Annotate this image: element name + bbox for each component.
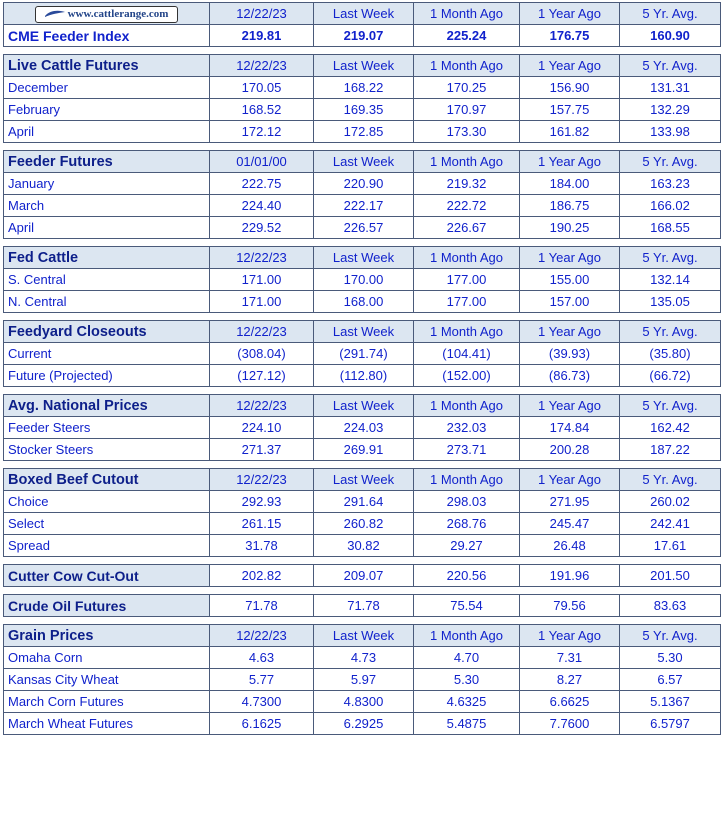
- section-feedyard-closeouts-header: [4, 321, 721, 343]
- row-value-grain-prices-3-2: 5.4875: [414, 713, 520, 735]
- row-value-fed-cattle-1-3: 157.00: [520, 291, 620, 313]
- section-fed-cattle-colhead-2: 1 Month Ago: [414, 247, 520, 269]
- row-value-grain-prices-0-2: 4.70: [414, 647, 520, 669]
- row-value-live-cattle-futures-2-2: 173.30: [414, 121, 520, 143]
- table-row: [4, 691, 721, 713]
- section-cutter-cow-cut-out-value-0: 202.82: [210, 565, 314, 587]
- section-feedyard-closeouts-colhead-2: 1 Month Ago: [414, 321, 520, 343]
- table-row: [4, 669, 721, 691]
- section-cutter-cow-cut-out-value-4: 201.50: [620, 565, 721, 587]
- row-value-feedyard-closeouts-1-0: (127.12): [210, 365, 314, 387]
- section-crude-oil-futures-value-2: 75.54: [414, 595, 520, 617]
- row-value-avg-national-prices-0-1: 224.03: [314, 417, 414, 439]
- table-row: [4, 99, 721, 121]
- section-grain-prices-colhead-2: 1 Month Ago: [414, 625, 520, 647]
- row-value-grain-prices-1-2: 5.30: [414, 669, 520, 691]
- row-value-boxed-beef-cutout-0-0: 292.93: [210, 491, 314, 513]
- row-value-feeder-futures-2-1: 226.57: [314, 217, 414, 239]
- section-avg-national-prices-colhead-3: 1 Year Ago: [520, 395, 620, 417]
- section-live-cattle-futures-colhead-0: 12/22/23: [210, 55, 314, 77]
- row-value-boxed-beef-cutout-1-1: 260.82: [314, 513, 414, 535]
- row-value-feeder-futures-1-1: 222.17: [314, 195, 414, 217]
- row-value-grain-prices-2-0: 4.7300: [210, 691, 314, 713]
- section-spacer: [4, 617, 721, 625]
- section-crude-oil-futures-title: Crude Oil Futures: [4, 595, 210, 617]
- spacer-cell: [4, 557, 721, 565]
- row-value-fed-cattle-1-4: 135.05: [620, 291, 721, 313]
- row-value-fed-cattle-1-2: 177.00: [414, 291, 520, 313]
- table-row: [4, 513, 721, 535]
- table-row: [4, 77, 721, 99]
- row-value-cme-feeder-index-0-0: 219.81: [210, 25, 314, 47]
- row-value-boxed-beef-cutout-2-0: 31.78: [210, 535, 314, 557]
- row-value-boxed-beef-cutout-1-3: 245.47: [520, 513, 620, 535]
- section-feeder-futures-colhead-1: Last Week: [314, 151, 414, 173]
- spacer-cell: [4, 313, 721, 321]
- row-value-cme-feeder-index-0-3: 176.75: [520, 25, 620, 47]
- row-label-feedyard-closeouts-0: Current: [4, 343, 210, 365]
- row-value-grain-prices-2-3: 6.6625: [520, 691, 620, 713]
- section-spacer: [4, 387, 721, 395]
- row-value-feedyard-closeouts-0-0: (308.04): [210, 343, 314, 365]
- section-spacer: [4, 47, 721, 55]
- row-label-live-cattle-futures-2: April: [4, 121, 210, 143]
- row-label-grain-prices-2: March Corn Futures: [4, 691, 210, 713]
- table-row: [4, 343, 721, 365]
- section-crude-oil-futures-value-4: 83.63: [620, 595, 721, 617]
- row-value-grain-prices-0-4: 5.30: [620, 647, 721, 669]
- row-label-avg-national-prices-1: Stocker Steers: [4, 439, 210, 461]
- row-value-grain-prices-2-1: 4.8300: [314, 691, 414, 713]
- section-crude-oil-futures-row: [4, 595, 721, 617]
- spacer-cell: [4, 143, 721, 151]
- row-value-fed-cattle-0-0: 171.00: [210, 269, 314, 291]
- section-boxed-beef-cutout-colhead-2: 1 Month Ago: [414, 469, 520, 491]
- row-value-live-cattle-futures-0-4: 131.31: [620, 77, 721, 99]
- cattle-range-logo-cell: [4, 3, 210, 25]
- section-crude-oil-futures-value-0: 71.78: [210, 595, 314, 617]
- table-row: [4, 25, 721, 47]
- row-value-feedyard-closeouts-0-4: (35.80): [620, 343, 721, 365]
- row-value-grain-prices-2-2: 4.6325: [414, 691, 520, 713]
- row-value-avg-national-prices-1-0: 271.37: [210, 439, 314, 461]
- row-value-live-cattle-futures-0-2: 170.25: [414, 77, 520, 99]
- row-value-live-cattle-futures-0-3: 156.90: [520, 77, 620, 99]
- row-value-feeder-futures-2-2: 226.67: [414, 217, 520, 239]
- section-feedyard-closeouts-title: Feedyard Closeouts: [4, 321, 210, 343]
- row-value-fed-cattle-0-2: 177.00: [414, 269, 520, 291]
- section-avg-national-prices-colhead-2: 1 Month Ago: [414, 395, 520, 417]
- row-value-avg-national-prices-0-2: 232.03: [414, 417, 520, 439]
- table-row: [4, 217, 721, 239]
- row-value-feedyard-closeouts-1-3: (86.73): [520, 365, 620, 387]
- row-label-cme-feeder-index-0: CME Feeder Index: [4, 25, 210, 47]
- row-value-live-cattle-futures-0-0: 170.05: [210, 77, 314, 99]
- row-value-live-cattle-futures-2-4: 133.98: [620, 121, 721, 143]
- section-live-cattle-futures-colhead-3: 1 Year Ago: [520, 55, 620, 77]
- section-avg-national-prices-colhead-0: 12/22/23: [210, 395, 314, 417]
- row-value-fed-cattle-0-1: 170.00: [314, 269, 414, 291]
- row-label-boxed-beef-cutout-2: Spread: [4, 535, 210, 557]
- section-boxed-beef-cutout-colhead-3: 1 Year Ago: [520, 469, 620, 491]
- row-value-cme-feeder-index-0-2: 225.24: [414, 25, 520, 47]
- row-value-fed-cattle-1-1: 168.00: [314, 291, 414, 313]
- section-avg-national-prices-header: [4, 395, 721, 417]
- row-value-grain-prices-0-1: 4.73: [314, 647, 414, 669]
- section-crude-oil-futures-value-1: 71.78: [314, 595, 414, 617]
- row-value-boxed-beef-cutout-0-1: 291.64: [314, 491, 414, 513]
- section-fed-cattle-colhead-4: 5 Yr. Avg.: [620, 247, 721, 269]
- section-grain-prices-header: [4, 625, 721, 647]
- section-cutter-cow-cut-out-value-3: 191.96: [520, 565, 620, 587]
- row-value-live-cattle-futures-2-1: 172.85: [314, 121, 414, 143]
- spacer-cell: [4, 617, 721, 625]
- row-value-feeder-futures-0-2: 219.32: [414, 173, 520, 195]
- row-label-boxed-beef-cutout-0: Choice: [4, 491, 210, 513]
- row-value-boxed-beef-cutout-2-4: 17.61: [620, 535, 721, 557]
- section-cme-feeder-index-colhead-2: 1 Month Ago: [414, 3, 520, 25]
- section-grain-prices-colhead-3: 1 Year Ago: [520, 625, 620, 647]
- section-fed-cattle-colhead-0: 12/22/23: [210, 247, 314, 269]
- section-crude-oil-futures-value-3: 79.56: [520, 595, 620, 617]
- section-feeder-futures-title: Feeder Futures: [4, 151, 210, 173]
- row-value-avg-national-prices-0-3: 174.84: [520, 417, 620, 439]
- section-boxed-beef-cutout-colhead-0: 12/22/23: [210, 469, 314, 491]
- section-spacer: [4, 313, 721, 321]
- section-feeder-futures-colhead-2: 1 Month Ago: [414, 151, 520, 173]
- section-boxed-beef-cutout-colhead-1: Last Week: [314, 469, 414, 491]
- row-value-grain-prices-3-4: 6.5797: [620, 713, 721, 735]
- section-fed-cattle-header: [4, 247, 721, 269]
- section-live-cattle-futures-colhead-4: 5 Yr. Avg.: [620, 55, 721, 77]
- row-value-grain-prices-2-4: 5.1367: [620, 691, 721, 713]
- section-fed-cattle-title: Fed Cattle: [4, 247, 210, 269]
- row-value-fed-cattle-1-0: 171.00: [210, 291, 314, 313]
- row-label-live-cattle-futures-1: February: [4, 99, 210, 121]
- row-value-feedyard-closeouts-0-3: (39.93): [520, 343, 620, 365]
- row-value-live-cattle-futures-1-0: 168.52: [210, 99, 314, 121]
- spacer-cell: [4, 387, 721, 395]
- row-value-avg-national-prices-1-2: 273.71: [414, 439, 520, 461]
- section-feeder-futures-colhead-3: 1 Year Ago: [520, 151, 620, 173]
- row-value-grain-prices-3-3: 7.7600: [520, 713, 620, 735]
- row-value-grain-prices-1-1: 5.97: [314, 669, 414, 691]
- row-value-live-cattle-futures-2-3: 161.82: [520, 121, 620, 143]
- row-value-feedyard-closeouts-1-1: (112.80): [314, 365, 414, 387]
- row-value-boxed-beef-cutout-0-3: 271.95: [520, 491, 620, 513]
- table-row: [4, 713, 721, 735]
- row-label-fed-cattle-1: N. Central: [4, 291, 210, 313]
- section-spacer: [4, 239, 721, 247]
- section-boxed-beef-cutout-title: Boxed Beef Cutout: [4, 469, 210, 491]
- row-value-feeder-futures-0-0: 222.75: [210, 173, 314, 195]
- section-cme-feeder-index-colhead-1: Last Week: [314, 3, 414, 25]
- row-value-boxed-beef-cutout-2-2: 29.27: [414, 535, 520, 557]
- row-value-live-cattle-futures-1-4: 132.29: [620, 99, 721, 121]
- row-value-feedyard-closeouts-1-2: (152.00): [414, 365, 520, 387]
- row-label-fed-cattle-0: S. Central: [4, 269, 210, 291]
- row-value-avg-national-prices-0-4: 162.42: [620, 417, 721, 439]
- section-feedyard-closeouts-colhead-1: Last Week: [314, 321, 414, 343]
- row-label-boxed-beef-cutout-1: Select: [4, 513, 210, 535]
- row-value-live-cattle-futures-0-1: 168.22: [314, 77, 414, 99]
- section-feedyard-closeouts-colhead-4: 5 Yr. Avg.: [620, 321, 721, 343]
- row-value-feeder-futures-0-1: 220.90: [314, 173, 414, 195]
- row-value-grain-prices-0-3: 7.31: [520, 647, 620, 669]
- table-row: [4, 269, 721, 291]
- row-label-feeder-futures-1: March: [4, 195, 210, 217]
- cattle-range-logo: [35, 6, 179, 23]
- section-avg-national-prices-colhead-1: Last Week: [314, 395, 414, 417]
- section-boxed-beef-cutout-header: [4, 469, 721, 491]
- row-value-boxed-beef-cutout-0-4: 260.02: [620, 491, 721, 513]
- row-label-feeder-futures-0: January: [4, 173, 210, 195]
- row-value-feedyard-closeouts-0-1: (291.74): [314, 343, 414, 365]
- table-row: [4, 535, 721, 557]
- row-value-avg-national-prices-1-1: 269.91: [314, 439, 414, 461]
- section-cme-feeder-index-colhead-3: 1 Year Ago: [520, 3, 620, 25]
- section-live-cattle-futures-colhead-1: Last Week: [314, 55, 414, 77]
- spacer-cell: [4, 587, 721, 595]
- row-value-grain-prices-0-0: 4.63: [210, 647, 314, 669]
- section-spacer: [4, 143, 721, 151]
- row-label-grain-prices-1: Kansas City Wheat: [4, 669, 210, 691]
- row-value-feeder-futures-0-4: 163.23: [620, 173, 721, 195]
- row-value-feeder-futures-1-3: 186.75: [520, 195, 620, 217]
- section-live-cattle-futures-colhead-2: 1 Month Ago: [414, 55, 520, 77]
- section-cme-feeder-index-colhead-0: 12/22/23: [210, 3, 314, 25]
- section-boxed-beef-cutout-colhead-4: 5 Yr. Avg.: [620, 469, 721, 491]
- spacer-cell: [4, 47, 721, 55]
- row-value-avg-national-prices-1-3: 200.28: [520, 439, 620, 461]
- row-value-live-cattle-futures-1-3: 157.75: [520, 99, 620, 121]
- section-spacer: [4, 557, 721, 565]
- row-value-boxed-beef-cutout-2-1: 30.82: [314, 535, 414, 557]
- section-cutter-cow-cut-out-row: [4, 565, 721, 587]
- section-feedyard-closeouts-colhead-3: 1 Year Ago: [520, 321, 620, 343]
- row-value-boxed-beef-cutout-1-0: 261.15: [210, 513, 314, 535]
- section-avg-national-prices-title: Avg. National Prices: [4, 395, 210, 417]
- row-value-feedyard-closeouts-1-4: (66.72): [620, 365, 721, 387]
- row-value-feeder-futures-1-2: 222.72: [414, 195, 520, 217]
- table-row: [4, 439, 721, 461]
- row-value-live-cattle-futures-1-2: 170.97: [414, 99, 520, 121]
- row-value-boxed-beef-cutout-2-3: 26.48: [520, 535, 620, 557]
- row-value-boxed-beef-cutout-0-2: 298.03: [414, 491, 520, 513]
- section-cme-feeder-index-header: [4, 3, 721, 25]
- section-live-cattle-futures-title: Live Cattle Futures: [4, 55, 210, 77]
- row-label-feedyard-closeouts-1: Future (Projected): [4, 365, 210, 387]
- row-value-feeder-futures-1-0: 224.40: [210, 195, 314, 217]
- row-value-grain-prices-3-0: 6.1625: [210, 713, 314, 735]
- row-value-grain-prices-1-3: 8.27: [520, 669, 620, 691]
- table-row: [4, 195, 721, 217]
- section-fed-cattle-colhead-3: 1 Year Ago: [520, 247, 620, 269]
- spacer-cell: [4, 461, 721, 469]
- row-value-boxed-beef-cutout-1-4: 242.41: [620, 513, 721, 535]
- section-feeder-futures-header: [4, 151, 721, 173]
- section-feedyard-closeouts-colhead-0: 12/22/23: [210, 321, 314, 343]
- row-value-feeder-futures-2-4: 168.55: [620, 217, 721, 239]
- section-grain-prices-colhead-4: 5 Yr. Avg.: [620, 625, 721, 647]
- section-cutter-cow-cut-out-value-1: 209.07: [314, 565, 414, 587]
- section-grain-prices-title: Grain Prices: [4, 625, 210, 647]
- logo-text: www.cattlerange.com: [67, 7, 169, 20]
- section-cutter-cow-cut-out-value-2: 220.56: [414, 565, 520, 587]
- row-label-grain-prices-3: March Wheat Futures: [4, 713, 210, 735]
- cattle-market-data-table: [3, 2, 721, 735]
- row-value-feedyard-closeouts-0-2: (104.41): [414, 343, 520, 365]
- row-value-feeder-futures-1-4: 166.02: [620, 195, 721, 217]
- section-grain-prices-colhead-0: 12/22/23: [210, 625, 314, 647]
- table-row: [4, 291, 721, 313]
- row-label-live-cattle-futures-0: December: [4, 77, 210, 99]
- row-value-fed-cattle-0-3: 155.00: [520, 269, 620, 291]
- row-value-feeder-futures-0-3: 184.00: [520, 173, 620, 195]
- row-value-feeder-futures-2-3: 190.25: [520, 217, 620, 239]
- row-value-avg-national-prices-0-0: 224.10: [210, 417, 314, 439]
- row-value-boxed-beef-cutout-1-2: 268.76: [414, 513, 520, 535]
- section-fed-cattle-colhead-1: Last Week: [314, 247, 414, 269]
- section-cme-feeder-index-colhead-4: 5 Yr. Avg.: [620, 3, 721, 25]
- row-label-grain-prices-0: Omaha Corn: [4, 647, 210, 669]
- section-avg-national-prices-colhead-4: 5 Yr. Avg.: [620, 395, 721, 417]
- row-value-feeder-futures-2-0: 229.52: [210, 217, 314, 239]
- section-grain-prices-colhead-1: Last Week: [314, 625, 414, 647]
- row-label-avg-national-prices-0: Feeder Steers: [4, 417, 210, 439]
- row-value-cme-feeder-index-0-4: 160.90: [620, 25, 721, 47]
- section-feeder-futures-colhead-4: 5 Yr. Avg.: [620, 151, 721, 173]
- row-value-avg-national-prices-1-4: 187.22: [620, 439, 721, 461]
- row-value-grain-prices-1-0: 5.77: [210, 669, 314, 691]
- spacer-cell: [4, 239, 721, 247]
- table-row: [4, 365, 721, 387]
- row-value-cme-feeder-index-0-1: 219.07: [314, 25, 414, 47]
- table-row: [4, 173, 721, 195]
- swoosh-icon: [45, 10, 65, 18]
- section-spacer: [4, 461, 721, 469]
- section-live-cattle-futures-header: [4, 55, 721, 77]
- section-cutter-cow-cut-out-title: Cutter Cow Cut-Out: [4, 565, 210, 587]
- row-value-live-cattle-futures-1-1: 169.35: [314, 99, 414, 121]
- row-value-grain-prices-1-4: 6.57: [620, 669, 721, 691]
- table-row: [4, 647, 721, 669]
- row-label-feeder-futures-2: April: [4, 217, 210, 239]
- section-feeder-futures-colhead-0: 01/01/00: [210, 151, 314, 173]
- section-spacer: [4, 587, 721, 595]
- row-value-fed-cattle-0-4: 132.14: [620, 269, 721, 291]
- table-row: [4, 121, 721, 143]
- table-row: [4, 417, 721, 439]
- row-value-grain-prices-3-1: 6.2925: [314, 713, 414, 735]
- row-value-live-cattle-futures-2-0: 172.12: [210, 121, 314, 143]
- table-row: [4, 491, 721, 513]
